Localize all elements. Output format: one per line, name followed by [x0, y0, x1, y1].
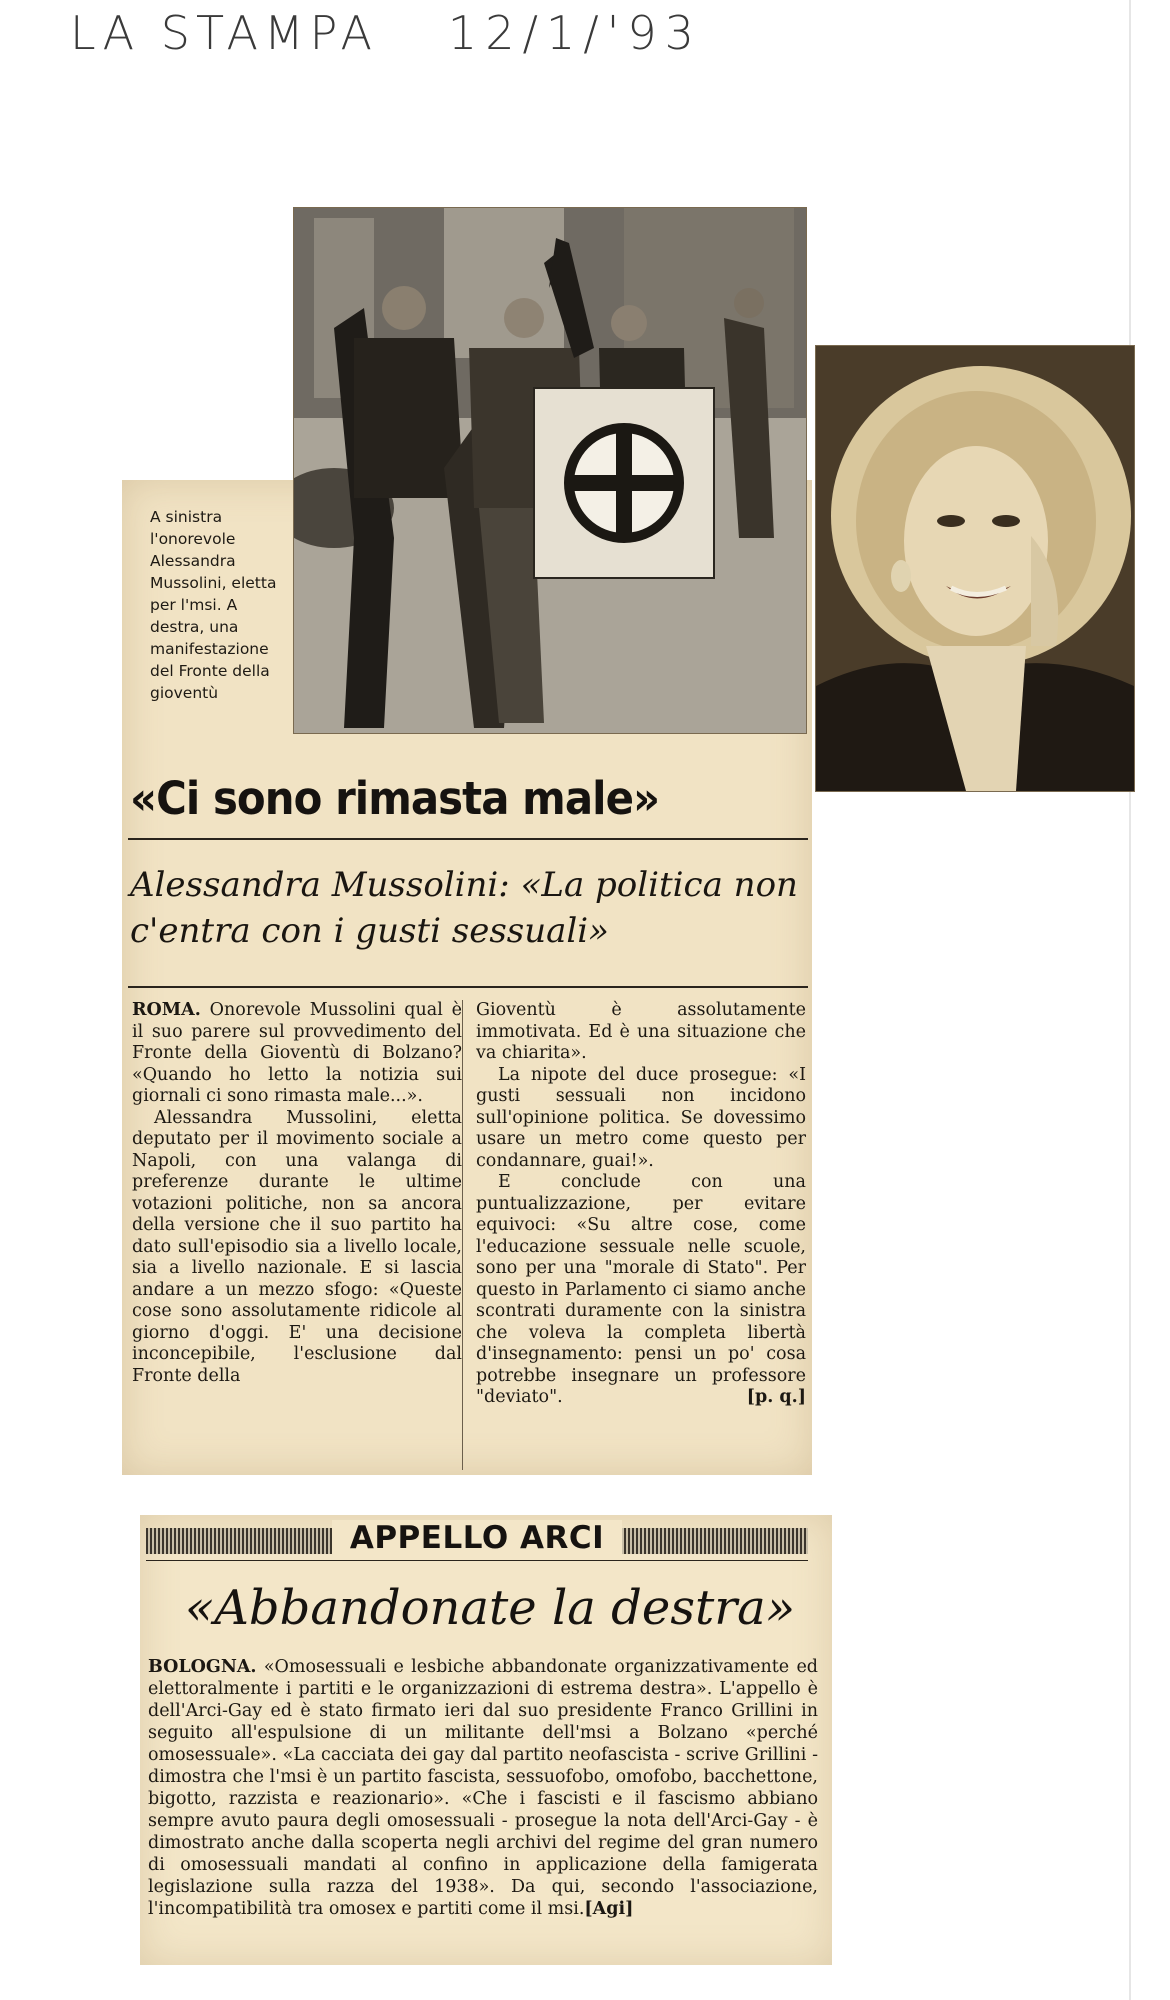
photo-rally: [293, 207, 807, 734]
handwritten-date: 12/1/'93: [447, 6, 702, 60]
article-1-column-2: [476, 1000, 806, 1409]
column-separator: [462, 1000, 463, 1470]
article-1-col1-para-2: Alessandra Mussolini, eletta deputato per il movimento sociale a Napoli, con una valanga di preferenze durante le ultime votazioni politiche, non sa ancora della versione che il suo partito ha dato sull'episodio sia a livello locale, sia a livello nazionale. E si lascia andare a un mezzo sfogo: «Queste cose sono assolutamente ridicole al giorno d'oggi. E' una decisione inconcepibile, l'esclusione dal Fronte della: [132, 1107, 462, 1386]
article-2-signature: [Agi]: [584, 1899, 634, 1919]
kicker-bar-left: [146, 1528, 342, 1554]
article-1-col2-para-1: Gioventù è assolutamente immotivata. Ed è una situazione che va chiarita».: [476, 1000, 806, 1063]
kicker-rule: [146, 1560, 808, 1561]
article-1-col1-para-1: [132, 1000, 462, 1108]
headline-rule: [128, 838, 808, 840]
article-2-kicker: APPELLO ARCI: [332, 1520, 622, 1556]
article-2-body: [148, 1656, 818, 1920]
article-1-dateline: ROMA.: [132, 1000, 201, 1020]
photo-mussolini-portrait: [815, 345, 1135, 792]
article-1-col2-text-3: E conclude con una puntualizzazione, per evitare equivoci: «Su altre cose, come l'educazione sessuale nelle scuole, sono per una "morale di Stato". Per questo in Parlamento ci siamo anche scontrati duramente con la sinistra che voleva la completa libertà d'insegnamento: pensi un po' cosa potrebbe insegnare un professore "deviato".: [476, 1172, 806, 1407]
handwritten-publication: LA STAMPA: [70, 6, 378, 60]
page-edge-line: [1129, 0, 1131, 2000]
photo-caption: A sinistra l'onorevole Alessandra Mussolini, eletta per l'msi. A destra, una manifestazione del Fronte della gioventù: [150, 508, 277, 702]
article-2-dateline: BOLOGNA.: [148, 1657, 257, 1677]
handwritten-source-note: [70, 6, 702, 60]
article-1-column-1: [132, 1000, 462, 1387]
article-1-subheadline: Alessandra Mussolini: «La politica non c'entra con i gusti sessuali»: [130, 865, 798, 951]
article-1-col2-para-2: La nipote del duce prosegue: «I gusti sessuali non incidono sull'opinione politica. Se dovessimo usare un metro come questo per condannare, guai!».: [476, 1064, 806, 1171]
article-1-signature: [p. q.]: [746, 1387, 806, 1407]
article-1-col1-text-1: Onorevole Mussolini qual è il suo parere sul provvedimento del Fronte della Gioventù di Bolzano? «Quando ho letto la notizia sui giornali ci sono rimasta male...».: [132, 1000, 462, 1106]
rally-photo-illustration: [294, 208, 806, 733]
article-2-text: «Omosessuali e lesbiche abbandonate organizzativamente ed elettoralmente i partiti e le organizzazioni di estrema destra». L'appello è dell'Arci-Gay ed è stato firmato ieri dal suo presidente Franco Grillini in seguito all'espulsione di un militante dell'msi a Bolzano «perché omosessuale». «La cacciata dei gay dal partito neofascista - scrive Grillini - dimostra che l'msi è un partito fascista, sessuofobo, omofobo, bacchettone, bigotto, razzista e reazionario». «Che i fascisti e il fascismo abbiano sempre avuto paura degli omosessuali - prosegue la nota dell'Arci-Gay - è dimostrato anche dalla scoperta negli archivi del regime del gran numero di omosessuali mandati al confino in applicazione della famigerata legislazione sulla razza del 1938». Da qui, secondo l'associazione, l'incompatibilità tra omosex e partiti come il msi.: [148, 1657, 818, 1919]
article-2-headline: «Abbandonate la destra»: [184, 1580, 796, 1636]
body-top-rule: [128, 986, 808, 988]
article-1-col2-para-3: [476, 1172, 806, 1409]
kicker-bar-right: [612, 1528, 808, 1554]
portrait-illustration: [816, 346, 1134, 791]
article-1-headline: «Ci sono rimasta male»: [130, 772, 660, 825]
